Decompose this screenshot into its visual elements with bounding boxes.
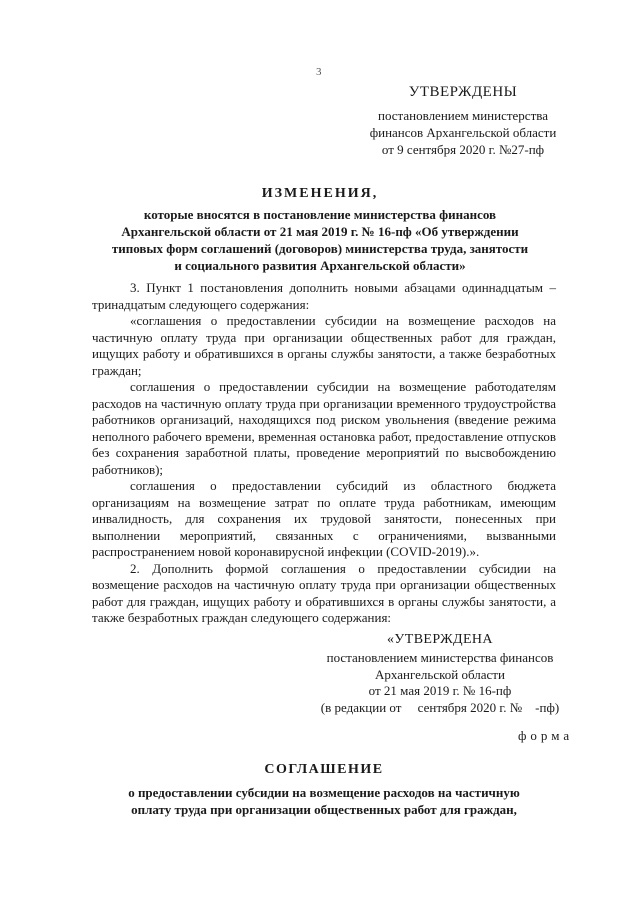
paragraph: «соглашения о предоставлении субсидии на возмещение расходов на частичную оплату труда при организации общественных работ для граждан, ищущих работу и обратившихся в органы службы занятости, а также безработных граждан; (92, 313, 556, 378)
form-approval-line: Архангельской области (375, 666, 505, 682)
approval-title: УТВЕРЖДЕНЫ (408, 84, 518, 100)
heading-line: Архангельской области от 21 мая 2019 г. № 16-пф «Об утверждении (121, 224, 519, 239)
form-approval-line: постановлением министерства финансов (326, 650, 554, 665)
forma-label: форма (518, 728, 574, 743)
approval-line: финансов Архангельской области (369, 125, 557, 140)
heading-title: ИЗМЕНЕНИЯ, (261, 186, 379, 201)
form-approval-block (300, 632, 580, 716)
form-approval-title: «УТВЕРЖДЕНА (387, 632, 493, 647)
approval-line: от 9 сентября 2020 г. №27-пф (381, 142, 545, 157)
paragraph: 3. Пункт 1 постановления дополнить новыми абзацами одиннадцатым – тринадцатым следующего содержания: (92, 280, 556, 312)
agreement-title: СОГЛАШЕНИЕ (264, 762, 384, 777)
page-number: 3 (316, 66, 322, 78)
heading-line: которые вносятся в постановление министерства финансов (143, 207, 497, 222)
paragraph: 2. Дополнить формой соглашения о предоставлении субсидии на возмещение расходов на частичную оплату труда при организации общественных работ для граждан, ищущих работу и обратившихся в органы службы занятости, а также безработных граждан следующего содержания: (92, 560, 556, 625)
agreement-line: о предоставлении субсидии на возмещение расходов на частичную (128, 785, 520, 800)
paragraph: соглашения о предоставлении субсидий из областного бюджета организациям на возмещение затрат по оплате труда работникам, имеющим инвалидность, для сохранения их трудовой занятости, понесенных при выполнении мероприятий, связанных с ограничениями, вызванными распространением новой коронавирусной инфекции (COVID-2019).». (92, 478, 556, 559)
agreement-heading (90, 762, 558, 818)
changes-heading (60, 186, 580, 274)
body-text (92, 280, 556, 627)
agreement-line: оплату труда при организации общественных работ для граждан, (131, 802, 517, 817)
form-approval-line: от 21 мая 2019 г. № 16-пф (368, 683, 512, 698)
paragraph: соглашения о предоставлении субсидии на возмещение работодателям расходов на частичную оплату труда при организации временного трудоустройства работников организаций, находящихся под риском увольнения (введение режима неполного рабочего времени, временная остановка работ, предоставление отпусков без сохранения заработной платы, проведение мероприятий по высвобождению работников); (92, 379, 556, 477)
heading-line: и социального развития Архангельской области» (174, 258, 466, 273)
form-approval-line: (в редакции от сентября 2020 г. № -пф) (320, 699, 560, 715)
heading-line: типовых форм соглашений (договоров) министерства труда, занятости (111, 241, 529, 256)
approval-block (348, 84, 578, 158)
approval-line: постановлением министерства (377, 108, 548, 123)
